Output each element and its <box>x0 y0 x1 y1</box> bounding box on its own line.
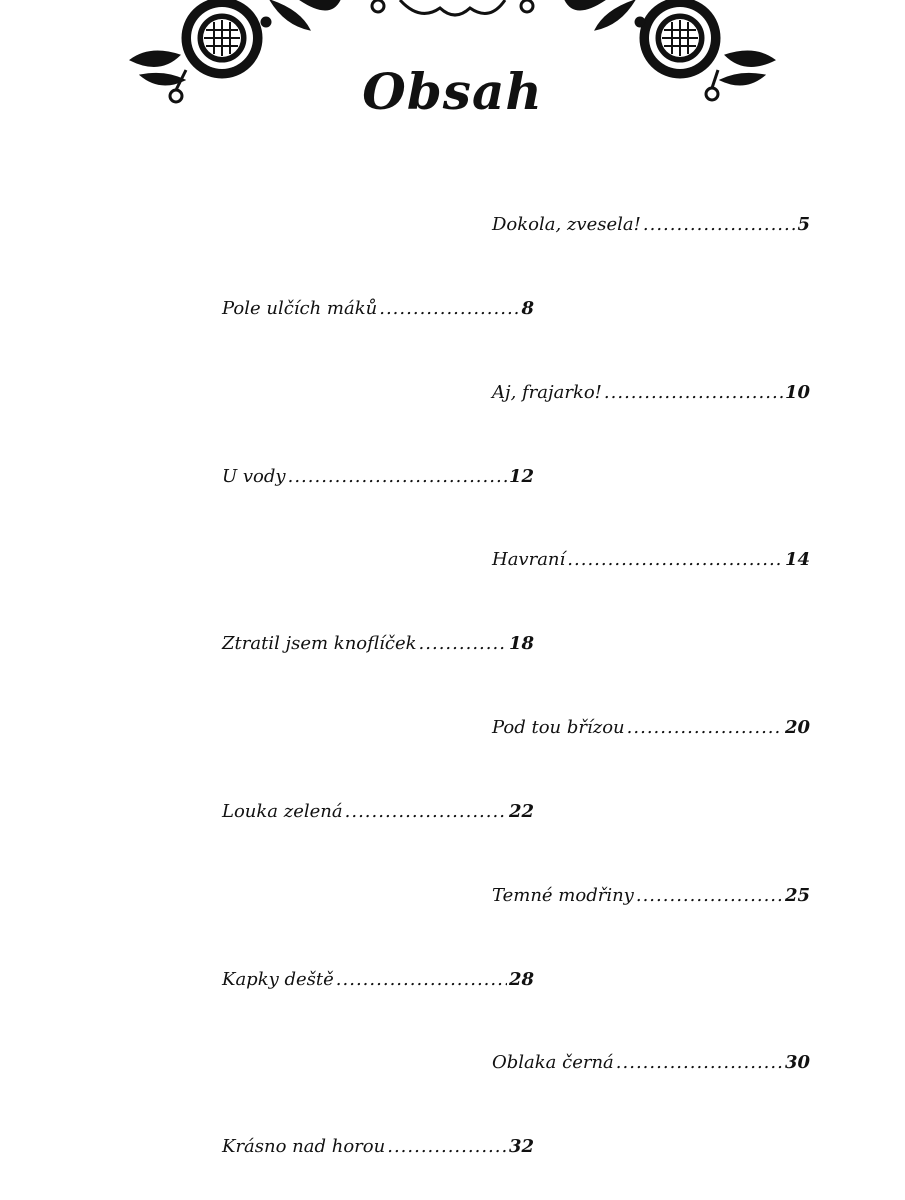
toc-entry[interactable] <box>222 969 534 990</box>
toc-leader-dots <box>643 214 796 235</box>
toc-entry-label: Krásno nad horou <box>222 1136 386 1157</box>
toc-leader-dots <box>345 801 507 822</box>
toc-entry-label: Oblaka černá <box>492 1052 614 1073</box>
toc-leader-dots <box>604 382 783 403</box>
toc-entry-page: 25 <box>784 885 810 906</box>
toc-leader-dots <box>616 1052 783 1073</box>
toc-entry[interactable] <box>492 885 810 906</box>
toc-leader-dots <box>567 549 783 570</box>
toc-leader-dots <box>419 633 507 654</box>
toc-entry[interactable] <box>222 801 534 822</box>
toc-entry-page: 18 <box>508 633 534 654</box>
toc-entry-page: 10 <box>784 382 810 403</box>
toc-leader-dots <box>288 466 507 487</box>
page-title: Obsah <box>362 62 543 121</box>
toc-entry-label: Pod tou břízou <box>492 717 625 738</box>
toc-entry[interactable] <box>222 633 534 654</box>
toc-entry-label: U vody <box>222 466 286 487</box>
toc-entry-page: 30 <box>784 1052 810 1073</box>
toc-leader-dots <box>387 1136 507 1157</box>
toc-entry-page: 8 <box>521 298 534 319</box>
toc-entry-label: Louka zelená <box>222 801 343 822</box>
toc-entry-label: Ztratil jsem knoflíček <box>222 633 417 654</box>
toc-entry-label: Havraní <box>492 549 566 570</box>
toc-leader-dots <box>379 298 519 319</box>
toc-entry-page: 32 <box>508 1136 534 1157</box>
toc-entry-page: 20 <box>784 717 810 738</box>
toc-leader-dots <box>336 969 507 990</box>
toc-entry-label: Pole ulčích máků <box>222 298 378 319</box>
toc-entry-label: Kapky deště <box>222 969 334 990</box>
toc-leader-dots <box>627 717 783 738</box>
toc-entry-page: 22 <box>508 801 534 822</box>
toc-entry-page: 14 <box>784 549 810 570</box>
toc-entry-page: 28 <box>508 969 534 990</box>
toc-entry-page: 5 <box>797 214 810 235</box>
toc-entry[interactable] <box>222 298 534 319</box>
toc-entry[interactable] <box>492 382 810 403</box>
toc-entry[interactable] <box>492 214 810 235</box>
toc-entry[interactable] <box>492 1052 810 1073</box>
toc-entry-label: Dokola, zvesela! <box>492 214 641 235</box>
toc-entry-page: 12 <box>508 466 534 487</box>
toc-entry-label: Temné modřiny <box>492 885 634 906</box>
toc-entry[interactable] <box>222 1136 534 1157</box>
toc-leader-dots <box>636 885 783 906</box>
toc-entry[interactable] <box>492 549 810 570</box>
toc-entry[interactable] <box>222 466 534 487</box>
toc-entry[interactable] <box>492 717 810 738</box>
toc-entry-label: Aj, frajarko! <box>492 382 602 403</box>
